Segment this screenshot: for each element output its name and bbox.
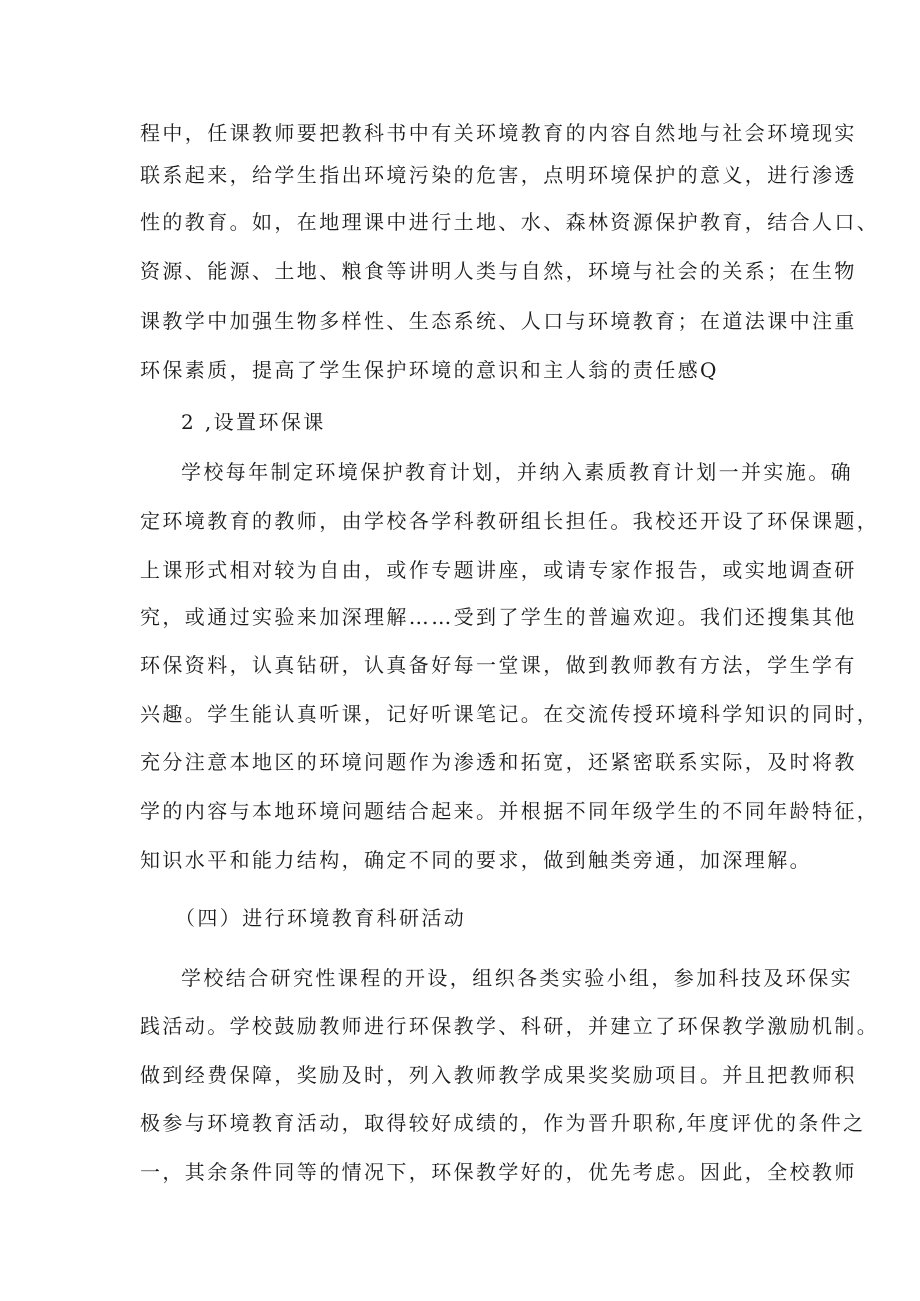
paragraph-1-line-4: 资源、能源、土地、粮食等讲明人类与自然，环境与社会的关系；在生物 <box>140 259 857 283</box>
paragraph-2-line-2: 定环境教育的教师，由学校各学科教研组长担任。我校还开设了环保课题， <box>140 509 880 533</box>
paragraph-1-line-3: 性的教育。如，在地理课中进行土地、水、森林资源保护教育，结合人口、 <box>140 210 880 234</box>
paragraph-3-line-3: 做到经费保障，奖励及时，列入教师教学成果奖奖励项目。并且把教师积 <box>140 1063 857 1087</box>
paragraph-3-line-2: 践活动。学校鼓励教师进行环保教学、科研，并建立了环保教学激励机制。 <box>140 1014 880 1038</box>
paragraph-2-line-4: 究，或通过实验来加深理解……受到了学生的普遍欢迎。我们还搜集其他 <box>140 605 857 629</box>
paragraph-2-line-5: 环保资料，认真钻研，认真备好每一堂课，做到教师教有方法，学生学有 <box>140 653 857 677</box>
paragraph-1-line-5: 课教学中加强生物多样性、生态系统、人口与环境教育；在道法课中注重 <box>140 309 857 333</box>
paragraph-3-line-4: 极参与环境教育活动，取得较好成绩的，作为晋升职称,年度评优的条件之 <box>140 1111 866 1135</box>
paragraph-2-line-8: 学的内容与本地环境问题结合起来。并根据不同年级学生的不同年龄特征， <box>140 799 880 823</box>
paragraph-2-line-6: 兴趣。学生能认真听课，记好听课笔记。在交流传授环境科学知识的同时， <box>140 702 880 726</box>
paragraph-3-line-5: 一，其余条件同等的情况下，环保教学好的，优先考虑。因此，全校教师 <box>140 1160 857 1184</box>
paragraph-1-line-6: 环保素质，提高了学生保护环境的意识和主人翁的责任感Q <box>140 358 719 382</box>
paragraph-2-line-7: 充分注意本地区的环境问题作为渗透和拓宽，还紧密联系实际，及时将教 <box>140 750 857 774</box>
paragraph-2-line-3: 上课形式相对较为自由，或作专题讲座，或请专家作报告，或实地调查研 <box>140 558 857 582</box>
paragraph-3-line-1: 学校结合研究性课程的开设，组织各类实验小组，参加科技及环保实 <box>181 966 853 990</box>
paragraph-2-line-1: 学校每年制定环境保护教育计划，并纳入素质教育计划一并实施。确 <box>181 460 853 484</box>
paragraph-1-line-2: 联系起来，给学生指出环境污染的危害，点明环境保护的意义，进行渗透 <box>140 163 857 187</box>
section-heading-2: 2 ,设置环保课 <box>181 410 326 434</box>
paragraph-2-line-9: 知识水平和能力结构，确定不同的要求，做到触类旁通，加深理解。 <box>140 848 812 872</box>
paragraph-1-line-1: 程中，任课教师要把教科书中有关环境教育的内容自然地与社会环境现实 <box>140 121 857 145</box>
section-heading-4: （四）进行环境教育科研活动 <box>175 906 467 930</box>
